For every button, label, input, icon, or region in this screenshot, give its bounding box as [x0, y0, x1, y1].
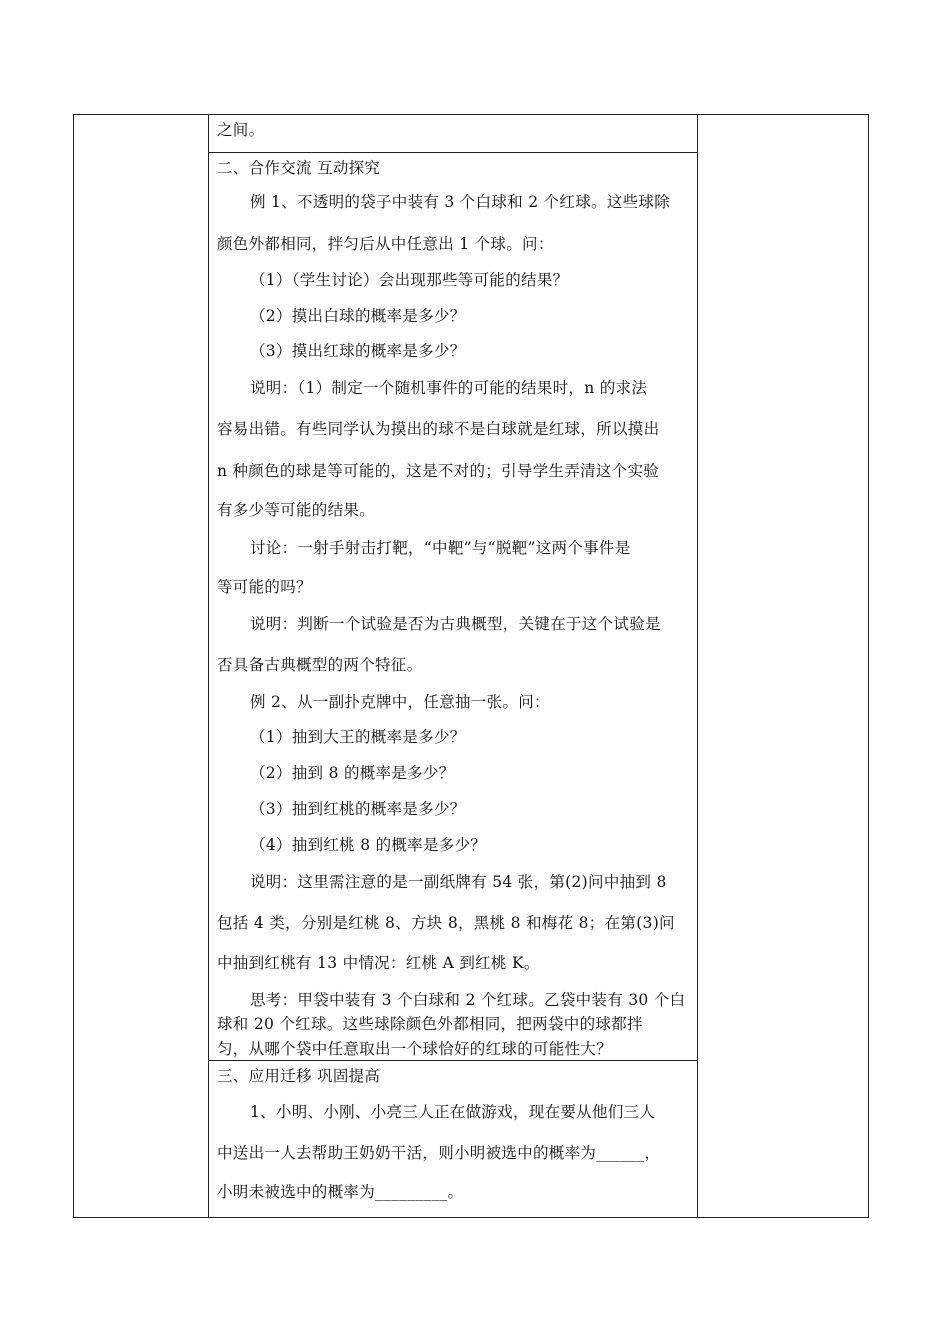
text-line: （4）抽到红桃 8 的概率是多少？: [250, 836, 487, 854]
text-line: 包括 4 类，分别是红桃 8、方块 8，黑桃 8 和梅花 8；在第(3)问: [217, 914, 675, 932]
text-line: n 种颜色的球是等可能的，这是不对的；引导学生弄清这个实验: [217, 462, 660, 480]
text-line: 容易出错。有些同学认为摸出的球不是白球就是红球，所以摸出: [217, 420, 660, 438]
section-heading: 三、应用迁移 巩固提高: [217, 1067, 381, 1085]
text-line: 有多少等可能的结果。: [217, 501, 376, 519]
text-line: （1）（学生讨论）会出现那些等可能的结果？: [250, 271, 569, 289]
text-line: 说明：（1）制定一个随机事件的可能的结果时，n 的求法: [250, 379, 648, 397]
text-line: 之间。: [217, 121, 265, 139]
text-line: 否具备古典概型的两个特征。: [217, 656, 423, 674]
text-line: 颜色外都相同，拌匀后从中任意出 1 个球。问：: [217, 235, 554, 253]
text-line: 1、小明、小刚、小亮三人正在做游戏，现在要从他们三人: [250, 1103, 656, 1121]
text-line: 说明：这里需注意的是一副纸牌有 54 张，第(2)问中抽到 8: [250, 873, 667, 891]
text-line: （3）抽到红桃的概率是多少？: [250, 800, 466, 818]
text-line: 匀，从哪个袋中任意取出一个球恰好的红球的可能性大？: [217, 1040, 613, 1058]
row-divider-2: [208, 1060, 698, 1061]
column-divider-right: [697, 114, 698, 1218]
text-line: 球和 20 个红球。这些球除颜色外都相同，把两袋中的球都拌: [217, 1015, 643, 1033]
text-line: 例 2、从一副扑克牌中，任意抽一张。问：: [250, 693, 550, 711]
text-line: 等可能的吗？: [217, 578, 312, 596]
text-line: 说明：判断一个试验是否为古典概型，关键在于这个试验是: [250, 615, 661, 633]
text-line: 讨论：一射手射击打靶，“中靶”与“脱靶”这两个事件是: [250, 539, 631, 557]
row-divider-1: [208, 152, 698, 153]
text-line: 中抽到红桃有 13 中情况：红桃 A 到红桃 K。: [217, 954, 540, 972]
text-line: （2）抽到 8 的概率是多少？: [250, 764, 455, 782]
section-heading: 二、合作交流 互动探究: [217, 159, 381, 177]
text-line: 小明未被选中的概率为_________。: [217, 1183, 464, 1201]
text-line: （2）摸出白球的概率是多少？: [250, 307, 466, 325]
text-line: 例 1、不透明的袋子中装有 3 个白球和 2 个红球。这些球除: [250, 193, 671, 211]
column-divider-left: [208, 114, 209, 1218]
text-line: 中送出一人去帮助王奶奶干活，则小明被选中的概率为______，: [217, 1144, 661, 1162]
text-line: （3）摸出红球的概率是多少？: [250, 342, 466, 360]
text-line: （1）抽到大王的概率是多少？: [250, 728, 466, 746]
text-line: 思考：甲袋中装有 3 个白球和 2 个红球。乙袋中装有 30 个白: [250, 991, 686, 1009]
